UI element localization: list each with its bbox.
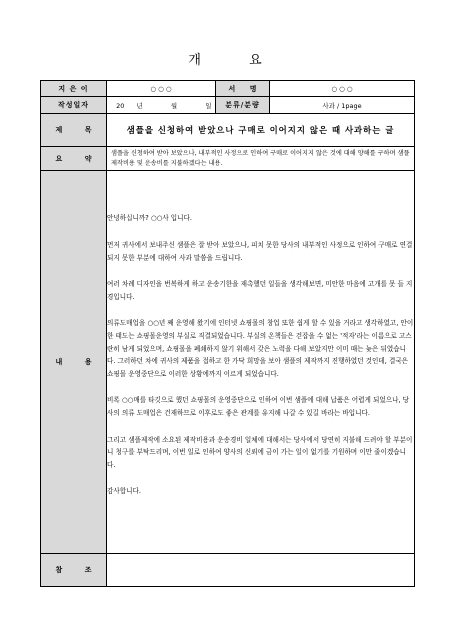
content-paragraph-greeting: 안녕하십니까? ○○사 입니다. [107, 214, 192, 223]
date-row [41, 97, 415, 113]
date-year-unit: 년 [136, 101, 143, 110]
subject-label: 제 목 [41, 113, 107, 146]
reference-value [107, 554, 415, 587]
date-month-unit: 월 [170, 101, 178, 110]
content-paragraph-closing: 감사합니다. [107, 487, 141, 496]
content-row [41, 171, 415, 554]
subject-cell [107, 113, 415, 146]
author-row [41, 81, 415, 97]
summary-label: 요 약 [41, 146, 107, 171]
date-year: 20 [116, 101, 125, 110]
author-value: ○ ○ ○ [107, 81, 216, 97]
author-label: 지 은 이 [41, 81, 107, 97]
summary-row [41, 146, 415, 171]
category-label: 분류/분량 [216, 97, 270, 113]
subject-row [41, 113, 415, 146]
signature-label: 서 명 [216, 81, 270, 97]
category-value: 사과 / 1page [270, 97, 415, 113]
content-paragraph-apology: 먼저 귀사에서 보내주신 샘플은 잘 받아 보았으나, 피치 못한 당사의 내부적인 사정으로 인하여 구매로 연결되지 못한 부분에 대하여 사과 말씀을 드립니다. [107, 241, 413, 262]
content-paragraph-regret: 여러 차례 디자인을 번복하게 하고 운송기한을 재촉했던 일들을 생각해보면, 미안한 마음에 고개를 못 들 지경입니다. [107, 280, 413, 301]
reference-label: 참 조 [41, 554, 107, 587]
content-paragraph-circumstances: 의류도매업을 ○○년 째 운영해 왔기에 인터넷 쇼핑몰의 창업 또한 쉽게 할 수 있을 거라고 생각하였고, 안이한 태도는 쇼핑몰운영의 부실로 직결되었습니다. 부실의 온책들은 걷잡을 수 없는 '적자'라는 이름으로 고스란히 남게 되었으며, 쇼핑몰을 폐쇄하지 않기 위해서 갖은 노력을 다해 보았지만 이미 때는 늦은 뒤였습니다. 그러하던 차에 귀사의 제품을 접하고 한 가닥 희망을 보아 샘플의 제작까지 진행하였던 것인데, 결국은 쇼핑몰 운영중단으로 이러한 상황에까지 이르게 되었습니다. [107, 319, 414, 378]
content-paragraph-payment: 그리고 샘플제작에 소요된 제작비용과 운송경비 일체에 대해서는 당사에서 당연히 지불해 드려야 할 부분이니 청구를 부탁드리며, 이번 일로 인하여 양사의 신뢰에 금이 가는 일이 없기를 기원하며 이만 줄이겠습니다. [107, 435, 413, 469]
overview-form-table [40, 80, 415, 587]
summary-value: 샘플을 신청하여 받아 보았으나, 내부적인 사정으로 인하여 구매로 이어지지 않은 것에 대해 양해를 구하며 샘플 제작비용 및 운송비를 지불하겠다는 내용. [111, 149, 410, 167]
date-day-unit: 일 [205, 101, 212, 110]
summary-cell [107, 146, 415, 171]
signature-value: ○ ○ ○ [270, 81, 415, 97]
date-label: 작성일자 [41, 97, 107, 113]
content-cell [107, 171, 415, 554]
subject-value: 샘플을 신청하여 받았으나 구매로 이어지지 않은 때 사과하는 글 [126, 124, 395, 135]
reference-row [41, 554, 415, 587]
date-value [107, 97, 216, 113]
content-paragraph-relationship: 비록 ○○매를 타깃으로 했던 쇼핑몰의 운영중단으로 인하여 이번 샘플에 대해 납품은 어렵게 되었으나, 당사의 의류 도매업은 건재하므로 이후로도 좋은 관계를 유지해 나갈 수 있길 바라는 바입니다. [107, 396, 410, 417]
content-label: 내 용 [41, 171, 107, 554]
document-title: 개 요 [188, 53, 284, 68]
